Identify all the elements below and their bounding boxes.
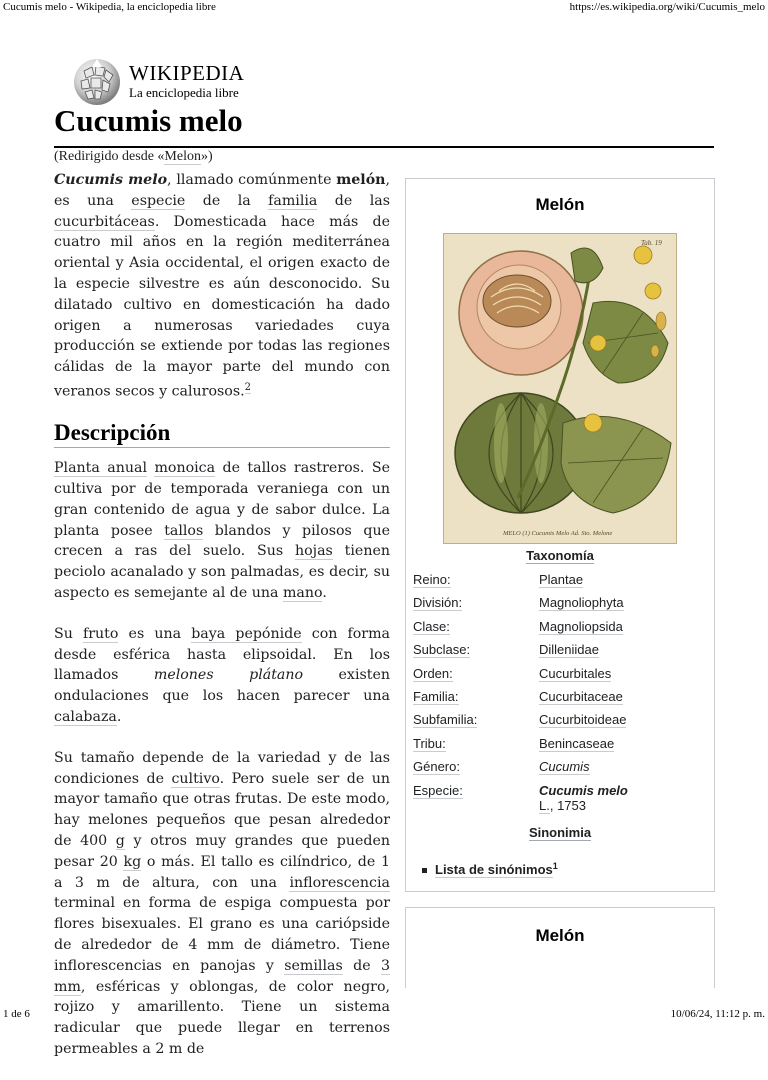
plate-number: Tab. 19 (641, 239, 662, 247)
description-paragraph-2 (54, 624, 390, 728)
link-familia[interactable]: familia (268, 192, 318, 209)
link-hojas[interactable]: hojas (295, 543, 333, 560)
rank-value[interactable]: Plantae (539, 572, 584, 587)
wikipedia-globe-icon (72, 57, 122, 107)
melon-botanical-illustration[interactable] (443, 233, 677, 544)
link-kilogramo[interactable]: kg (123, 853, 142, 870)
text: terminal en forma de espiga compuesta por flores bisexuales. El grano es una cariópside de alrededor de 4 mm de diámetro. Tiene inflorescencias en panojas y (54, 895, 390, 974)
rank-label[interactable]: Orden: (413, 665, 453, 681)
link-fruto[interactable]: fruto (83, 625, 119, 642)
bullet-icon (422, 868, 427, 873)
taxonomy-row-division (413, 595, 713, 618)
wikipedia-tagline: La enciclopedia libre (129, 85, 239, 100)
link-monoica[interactable]: monoica (154, 460, 216, 477)
taxonomy-row-subclase (413, 642, 713, 665)
redirect-suffix: ») (200, 149, 213, 164)
print-header (0, 0, 768, 16)
taxonomy-row-genero (413, 759, 713, 782)
rank-value[interactable]: Cucurbitaceae (539, 688, 623, 704)
taxonomy-row-reino (413, 572, 713, 595)
rank-label[interactable]: División: (413, 595, 463, 611)
rank-label[interactable]: Subclase: (413, 642, 471, 658)
title-divider (54, 146, 714, 148)
rank-value[interactable]: Cucurbitoideae (539, 712, 627, 728)
text: . Domesticada hace más de cuatro mil años en la región mediterránea oriental y Asia occidental, el origen exacto de la especie silvestre es aún desconocido. Su dilatado cultivo en domesticación ha dado origen a numerosas variedades cuya producción se extiende por todas las regiones cálidas de la mayor parte del mundo con veranos secos y calurosos. (54, 213, 390, 400)
text: Su tamaño depende de la variedad y de las condiciones de (54, 749, 390, 787)
print-page-number: 1 de 6 (3, 1008, 30, 1020)
page-title: Cucumis melo (54, 103, 243, 138)
print-page-title: Cucumis melo - Wikipedia, la enciclopedia libre (3, 1, 216, 13)
text: es una (118, 625, 192, 642)
text: , es una (54, 172, 390, 209)
synonyms-reference-link[interactable]: 1 (552, 861, 558, 871)
text: de tallos rastreros. Se cultiva por de temporada veraniega con un gran contenido de agua y de sabor dulce. La planta posee (54, 460, 390, 539)
rank-label[interactable]: Tribu: (413, 735, 446, 751)
text: . Pero suele ser de un mayor tamaño que otras frutas. De este modo, hay melones pequeños que pesan alrededor de 400 (54, 770, 390, 850)
rank-label[interactable]: Especie: (413, 782, 463, 798)
rank-label[interactable]: Familia: (413, 688, 459, 704)
section-heading-descripcion: Descripción (54, 423, 390, 449)
text: Su (54, 625, 83, 642)
print-url: https://es.wikipedia.org/wiki/Cucumis_melo (569, 1, 765, 13)
link-tallos[interactable]: tallos (164, 522, 204, 539)
rank-label[interactable]: Reino: (413, 572, 451, 587)
rank-value[interactable]: Cucumis (539, 759, 590, 775)
intro-common-name: melón (336, 172, 386, 188)
species-name: Cucumis melo (539, 782, 628, 798)
link-gramo[interactable]: g (115, 833, 125, 850)
melones-platano-term: melones plátano (153, 667, 304, 684)
taxobox-title: Melón (535, 195, 585, 214)
text: . (116, 709, 122, 726)
redirect-link[interactable]: Melon (164, 149, 201, 164)
description-paragraph-1 (54, 458, 390, 604)
intro-species-name: Cucumis melo (54, 172, 168, 188)
text: con forma desde esférica hasta elipsoidal. En los llamados (54, 625, 390, 684)
taxonomy-header-label[interactable]: Taxonomía (526, 548, 594, 563)
text: y otros muy grandes que pueden pesar 20 (54, 833, 391, 870)
link-inflorescencia[interactable]: inflorescencia (289, 874, 390, 891)
second-infobox (405, 907, 715, 988)
link-semillas[interactable]: semillas (284, 957, 343, 974)
plate-caption: MELO (1) Cucumis Melo Ad. Sto. Melone (503, 530, 613, 537)
text: de (342, 957, 381, 974)
link-especie[interactable]: especie (131, 192, 186, 209)
rank-value[interactable]: Cucurbitales (539, 665, 612, 681)
text: o más. El tallo es cilíndrico, de 1 a 3 m de altura, con una (54, 853, 390, 891)
rank-label[interactable]: Clase: (413, 618, 450, 634)
rank-value[interactable]: Benincaseae (539, 735, 615, 751)
species-author-link[interactable]: L. (539, 797, 550, 813)
link-calabaza[interactable]: calabaza (54, 709, 117, 726)
taxonomy-row-orden (413, 666, 713, 689)
link-planta-anual[interactable]: Planta anual (54, 460, 148, 477)
taxonomy-row-tribu (413, 736, 713, 759)
redirect-prefix: (Redirigido desde « (54, 149, 165, 164)
synonyms-list-item[interactable] (422, 861, 558, 877)
synonymy-header[interactable] (406, 825, 714, 840)
article-body (54, 170, 390, 1080)
synonyms-link[interactable]: Lista de sinónimos (435, 862, 553, 878)
text: tienen peciolo acanalado y son palmadas, es decir, su aspecto es semejante al de una (54, 543, 390, 602)
intro-paragraph (54, 170, 390, 403)
text: existen ondulaciones que los hacen parecer una (54, 667, 390, 705)
rank-value[interactable]: Dilleniidae (539, 642, 599, 658)
taxobox (405, 178, 715, 892)
text: . (322, 585, 327, 602)
synonymy-header-label[interactable]: Sinonimia (528, 825, 592, 840)
rank-label[interactable]: Género: (413, 759, 460, 775)
description-paragraph-3 (54, 748, 390, 1060)
print-datetime: 10/06/24, 11:12 p. m. (670, 1008, 765, 1020)
taxonomy-row-subfamilia (413, 712, 713, 735)
rank-value[interactable]: Magnoliophyta (539, 595, 624, 611)
wikipedia-logo[interactable] (72, 55, 312, 107)
link-mano[interactable]: mano (282, 585, 323, 602)
taxonomy-row-especie (413, 783, 713, 827)
text: , llamado comúnmente (167, 172, 337, 188)
redirect-note (54, 149, 213, 165)
taxonomy-header[interactable] (406, 548, 714, 563)
reference-link[interactable]: 2 (244, 381, 251, 393)
link-3mm[interactable]: 3 mm (54, 957, 390, 995)
link-cucurbitaceas[interactable]: cucurbitáceas (54, 213, 155, 230)
taxonomy-table (413, 572, 713, 827)
rank-value[interactable]: Magnoliopsida (539, 618, 623, 634)
rank-label[interactable]: Subfamilia: (413, 712, 478, 728)
text: de las (317, 192, 391, 209)
link-cultivo[interactable]: cultivo (171, 770, 220, 787)
species-year: , 1753 (549, 797, 586, 813)
taxonomy-row-familia (413, 689, 713, 712)
text: blandos y pilosos que crecen a ras del suelo. Sus (54, 522, 391, 560)
wikipedia-wordmark: WIKIPEDIA (129, 61, 245, 85)
text: , esféricas y oblongas, de color negro, rojizo y amarillento. Tiene un sistema radicular que puede llegar en terrenos permeables a 2 m de (54, 978, 390, 1058)
link-baya-peponide[interactable]: baya pepónide (191, 625, 302, 642)
text: de la (185, 192, 269, 209)
taxonomy-row-clase (413, 619, 713, 642)
second-infobox-title: Melón (535, 926, 585, 945)
